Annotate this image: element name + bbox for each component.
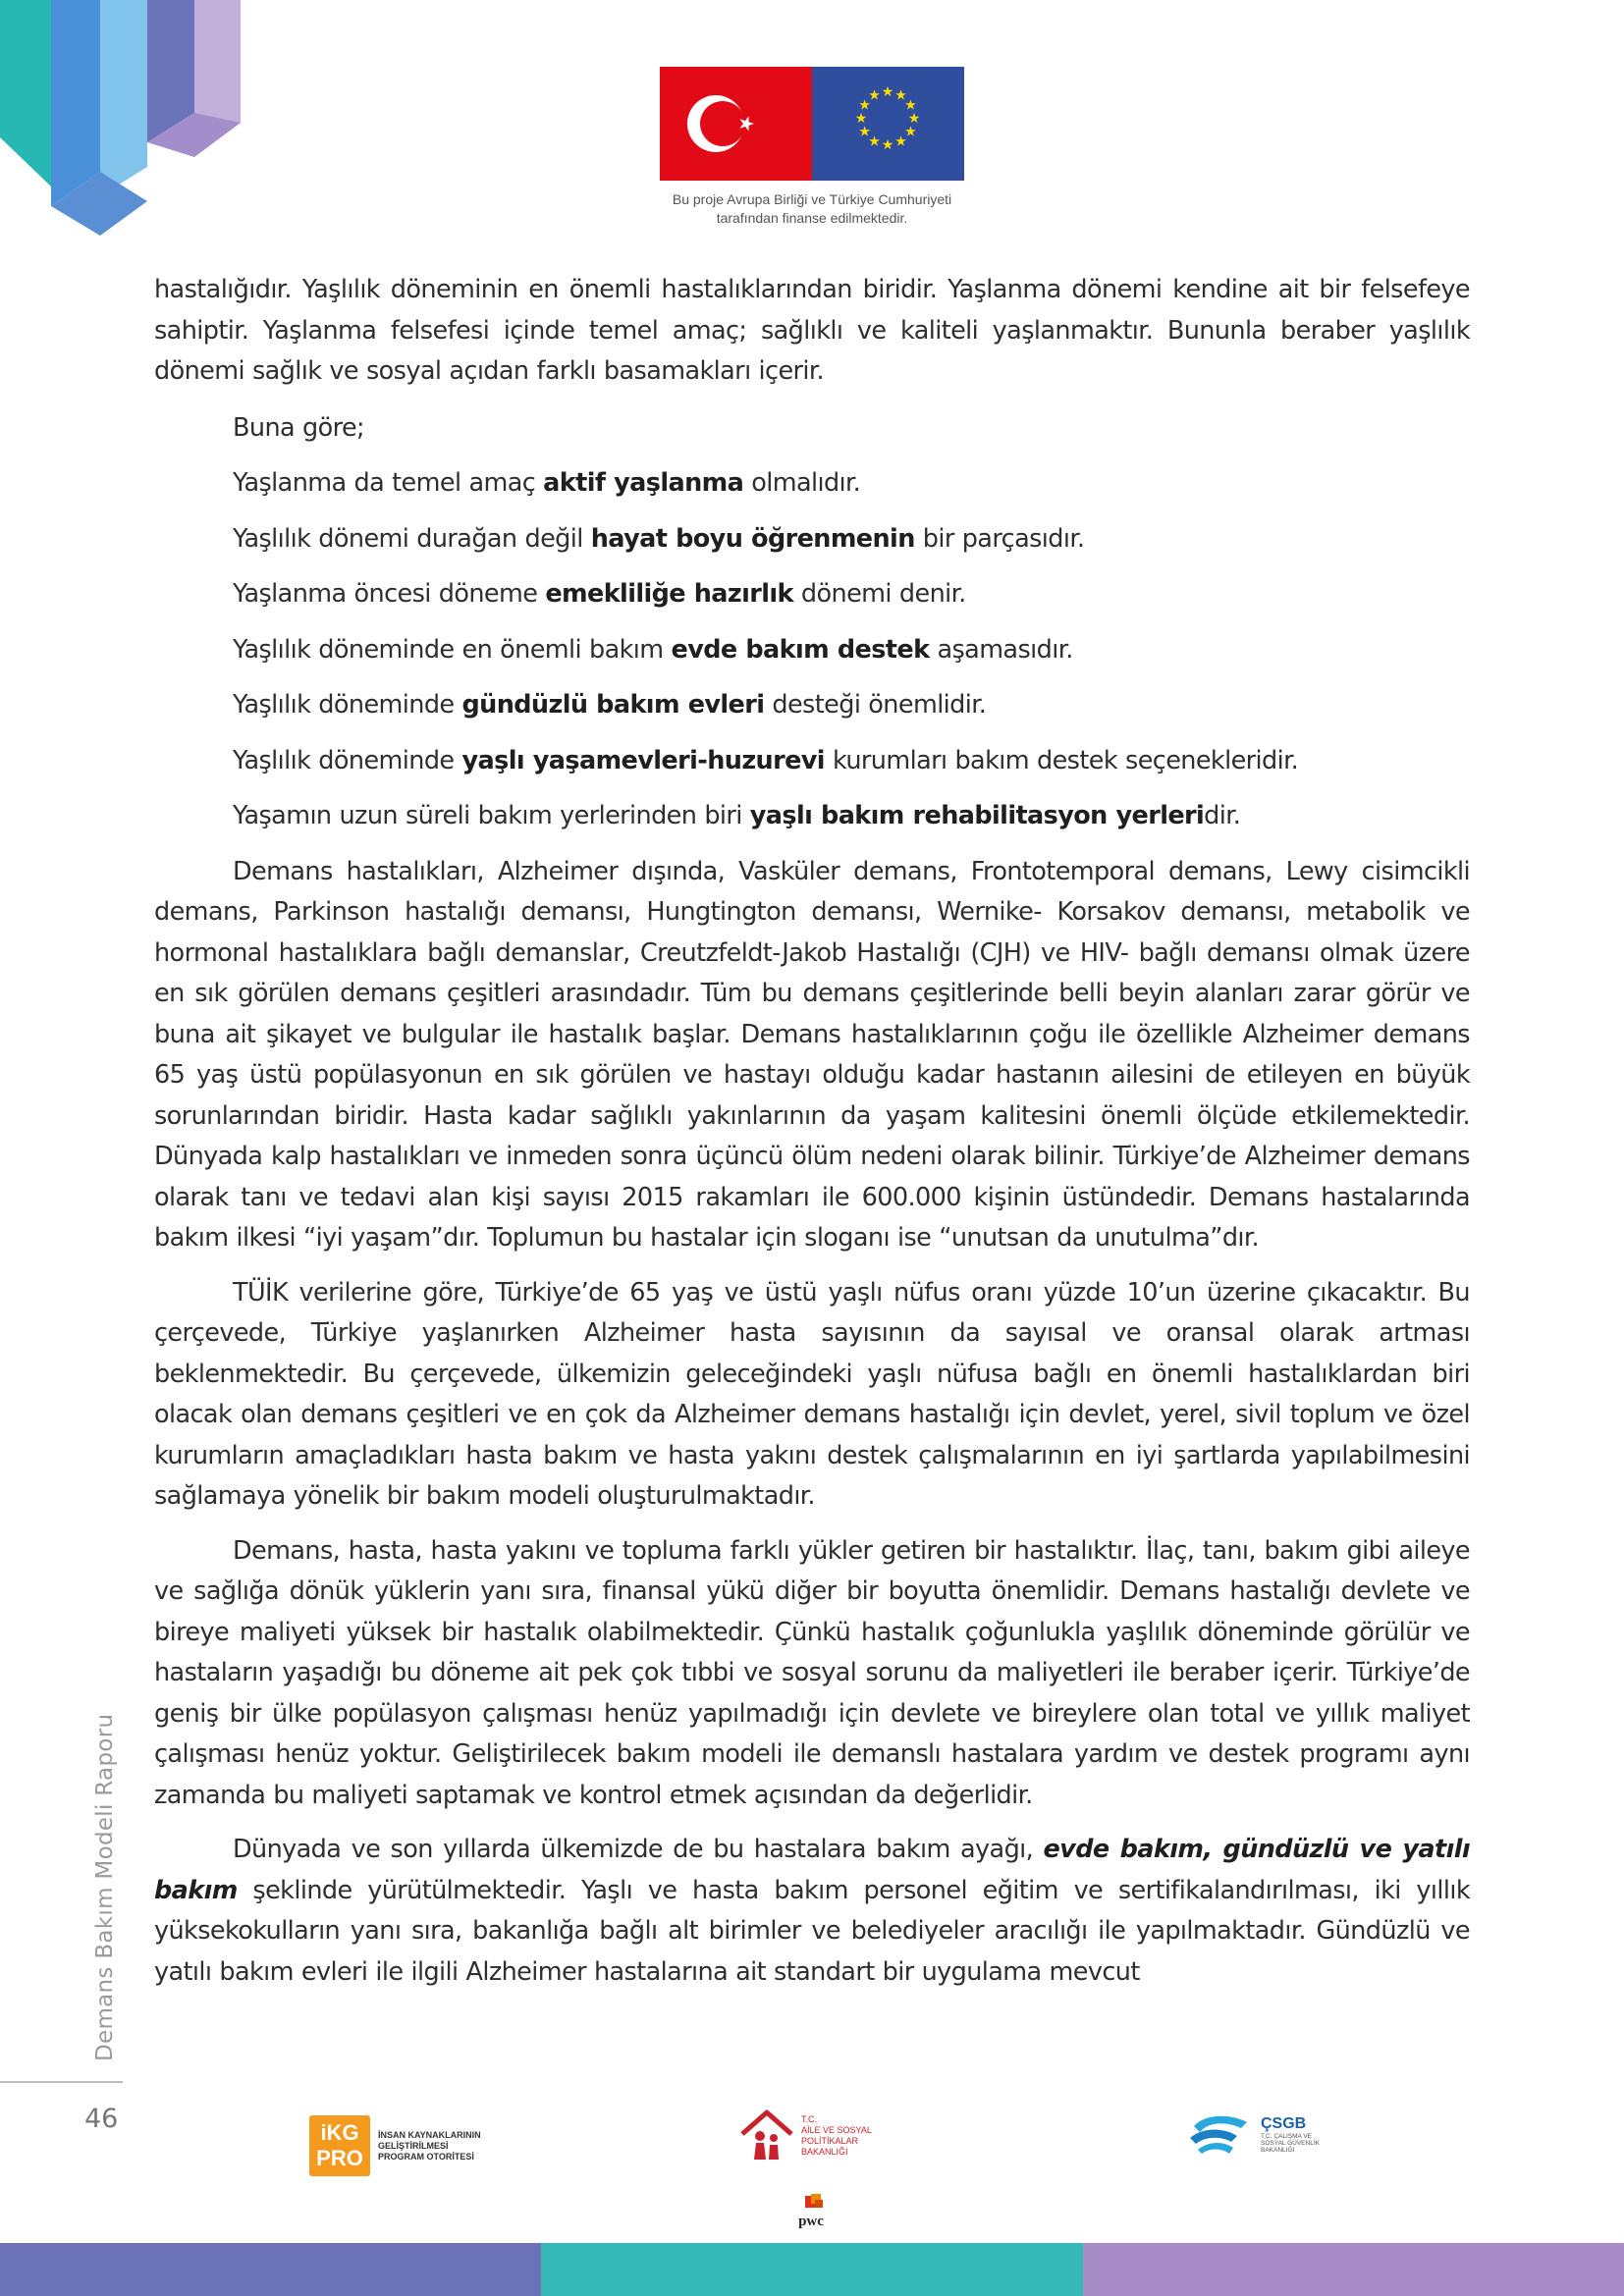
footer-bar-right	[1083, 2243, 1624, 2296]
svg-text:★: ★	[894, 133, 907, 150]
svg-text:★: ★	[854, 111, 868, 127]
pwc-logo	[791, 2194, 831, 2230]
list-item: Yaşlanma da temel amaç aktif yaşlanma olmalıdır.	[233, 468, 861, 498]
intro-line: Buna göre;	[233, 412, 365, 443]
aile-bakanligi-logo	[738, 2109, 890, 2163]
svg-text:★: ★	[881, 84, 894, 100]
paragraph-3: TÜİK verilerine göre, Türkiye’de 65 yaş ve üstü yaşlı nüfus oranı yüzde 10’un üzerine çıkacaktır. Bu çerçevede, Türkiye yaşlanırken Alzheimer hasta sayısının da sayısal ve oransal olarak artması beklenmektedir. Bu çerçevede, ülkemizin geleceğindeki yaşlı nüfusa bağlı en önemli hastalıklardan biri olacak olan demans çeşitleri ve en çok da Alzheimer demans hastalığı için devlet, yerel, sivil toplum ve özel kurumların amaçladıkları hasta bakım ve hasta yakını destek çalışmalarının en iyi şartlarda yapılabilmesini sağlamaya yönelik bir bakım modeli oluşturulmaktadır.	[154, 1277, 1470, 1511]
funding-caption	[660, 190, 964, 228]
list-item: Yaşlılık dönemi durağan değil hayat boyu öğrenmenin bir parçasıdır.	[233, 523, 1085, 554]
corner-decoration	[0, 0, 245, 236]
svg-text:★: ★	[907, 111, 921, 127]
svg-text:★: ★	[904, 97, 917, 114]
ikg-logo-text: İNSAN KAYNAKLARININ GELİŞTİRİLMESİ PROGRAM OTORİTESİ	[378, 2129, 481, 2162]
svg-text:★: ★	[868, 133, 881, 150]
svg-text:★: ★	[904, 124, 917, 140]
list-item: Yaşlılık döneminde gündüzlü bakım evleri desteği önemlidir.	[233, 690, 987, 720]
turkey-flag-icon	[660, 67, 812, 181]
funding-line-2: tarafından finanse edilmektedir.	[716, 210, 908, 226]
eu-flag-icon	[812, 67, 964, 181]
csgb-logo-text: ÇSGB T.C. ÇALIŞMA VE SOSYAL GÜVENLİK BAKANLIĞI	[1261, 2114, 1320, 2154]
list-item: Yaşlılık döneminde yaşlı yaşamevleri-huzurevi kurumları bakım destek seçenekleridir.	[233, 745, 1299, 775]
paragraph-5: Dünyada ve son yıllarda ülkemizde de bu hastalara bakım ayağı, evde bakım, gündüzlü ve yatılı bakım şeklinde yürütülmektedir. Yaşlı ve hasta bakım personel eğitim ve sertifikalandırılması, iki yıllık yüksekokulların yanı sıra, bakanlığa bağlı alt birimler ve belediyeler aracılığı ile yapılmaktadır. Gündüzlü ve yatılı bakım evleri ile ilgili Alzheimer hastalarına ait standart bir uygulama mevcut	[154, 1835, 1470, 1987]
list-item: Yaşlanma öncesi döneme emekliliğe hazırlık dönemi denir.	[233, 579, 966, 609]
list-item: Yaşlılık döneminde en önemli bakım evde bakım destek aşamasıdır.	[233, 634, 1073, 665]
paragraph-2: Demans hastalıkları, Alzheimer dışında, Vasküler demans, Frontotemporal demans, Lewy cisimcikli demans, Parkinson hastalığı demansı, Hungtington demansı, Wernike- Korsakov demansı, metabolik ve hormonal hastalıklara bağlı demanslar, Creutzfeldt-Jakob Hastalığı (CJH) ve HIV- bağlı demansı olmak üzere en sık görülen demans çeşitleri arasındadır. Tüm bu demans çeşitlerinde belli beyin alanları zarar görür ve buna ait şikayet ve bulgular ile hastalık başlar. Demans hastalıklarının çoğu ile özellikle Alzheimer demans 65 yaş üstü popülasyonun en sık görülen ve hastayı olduğu kadar hastanın ailesini de etileyen en büyük sorunlarından biridir. Hasta kadar sağlıklı yakınlarının da yaşam kalitesini önemli ölçüde etkilemektedir. Dünyada kalp hastalıkları ve inmeden sonra üçüncü ölüm nedeni olarak bilinir. Türkiye’de Alzheimer demans olarak tanı ve tedavi alan kişi sayısı 2015 rakamları ile 600.000 kişinin üstündedir. Demans hastalarında bakım ilkesi “iyi yaşam”dır. Toplumun bu hastalar için sloganı ise “unutsan da unutulma”dır.	[154, 856, 1470, 1253]
funding-line-1: Bu proje Avrupa Birliği ve Türkiye Cumhuriyeti	[672, 191, 952, 207]
svg-text:★: ★	[868, 87, 881, 104]
footer-color-bars	[0, 2243, 1624, 2296]
ikg-pro-logo	[309, 2115, 486, 2176]
svg-text:★: ★	[858, 124, 871, 140]
svg-text:★: ★	[894, 87, 907, 104]
aile-logo-text: T.C. AİLE VE SOSYAL POLİTİKALAR BAKANLIĞI	[801, 2114, 872, 2157]
paragraph-1: hastalığıdır. Yaşlılık döneminin en önemli hastalıklarından biridir. Yaşlanma dönemi kendine ait bir felsefeye sahiptir. Yaşlanma felsefesi içinde temel amaç; sağlıklı ve kaliteli yaşlanmaktır. Bununla beraber yaşlılık dönemi sağlık ve sosyal açıdan farklı basamakları içerir.	[154, 275, 1470, 386]
svg-text:★: ★	[881, 137, 894, 153]
footer-bar-middle	[541, 2243, 1082, 2296]
paragraph-4: Demans, hasta, hasta yakını ve topluma farklı yükler getiren bir hastalıktır. İlaç, tanı, bakım gibi aileye ve sağlığa dönük yüklerin yanı sıra, finansal yükü diğer bir boyutta önemlidir. Demans hastalığı devlete ve bireye maliyeti yüksek bir hastalık olabilmektedir. Çünkü hastalık çoğunlukla yaşlılık döneminde görülür ve hastaların yaşadığı bu döneme ait pek çok tıbbi ve sosyal sorunu da maliyetleri ile beraber içerir. Türkiye’de geniş bir ülke popülasyon çalışması henüz yapılmadığı için devlete ve bireylere olan total ve yıllık maliyet çalışması henüz yoktur. Geliştirilecek bakım modeli ile demanslı hastalara yardım ve destek programı aynı zamanda bu maliyeti saptamak ve kontrol etmek açısından da değerlidir.	[154, 1535, 1470, 1810]
csgb-mark-icon	[1186, 2112, 1255, 2156]
pwc-mark-icon	[791, 2194, 831, 2210]
main-content	[154, 270, 1470, 2006]
funding-logo	[660, 67, 964, 228]
side-divider	[0, 2081, 123, 2083]
list-item: Yaşamın uzun süreli bakım yerlerinden biri yaşlı bakım rehabilitasyon yerleridir.	[233, 801, 1241, 830]
ikg-logo-mark: iKG PRO	[309, 2115, 370, 2176]
pwc-text: pwc	[798, 2214, 824, 2229]
csgb-logo	[1186, 2112, 1320, 2156]
page-number: 46	[84, 2104, 119, 2134]
footer-bar-left	[0, 2243, 541, 2296]
family-house-icon	[738, 2109, 795, 2163]
svg-text:★: ★	[858, 97, 871, 114]
report-title-text: Demans Bakım Modeli Raporu	[92, 1713, 118, 2061]
